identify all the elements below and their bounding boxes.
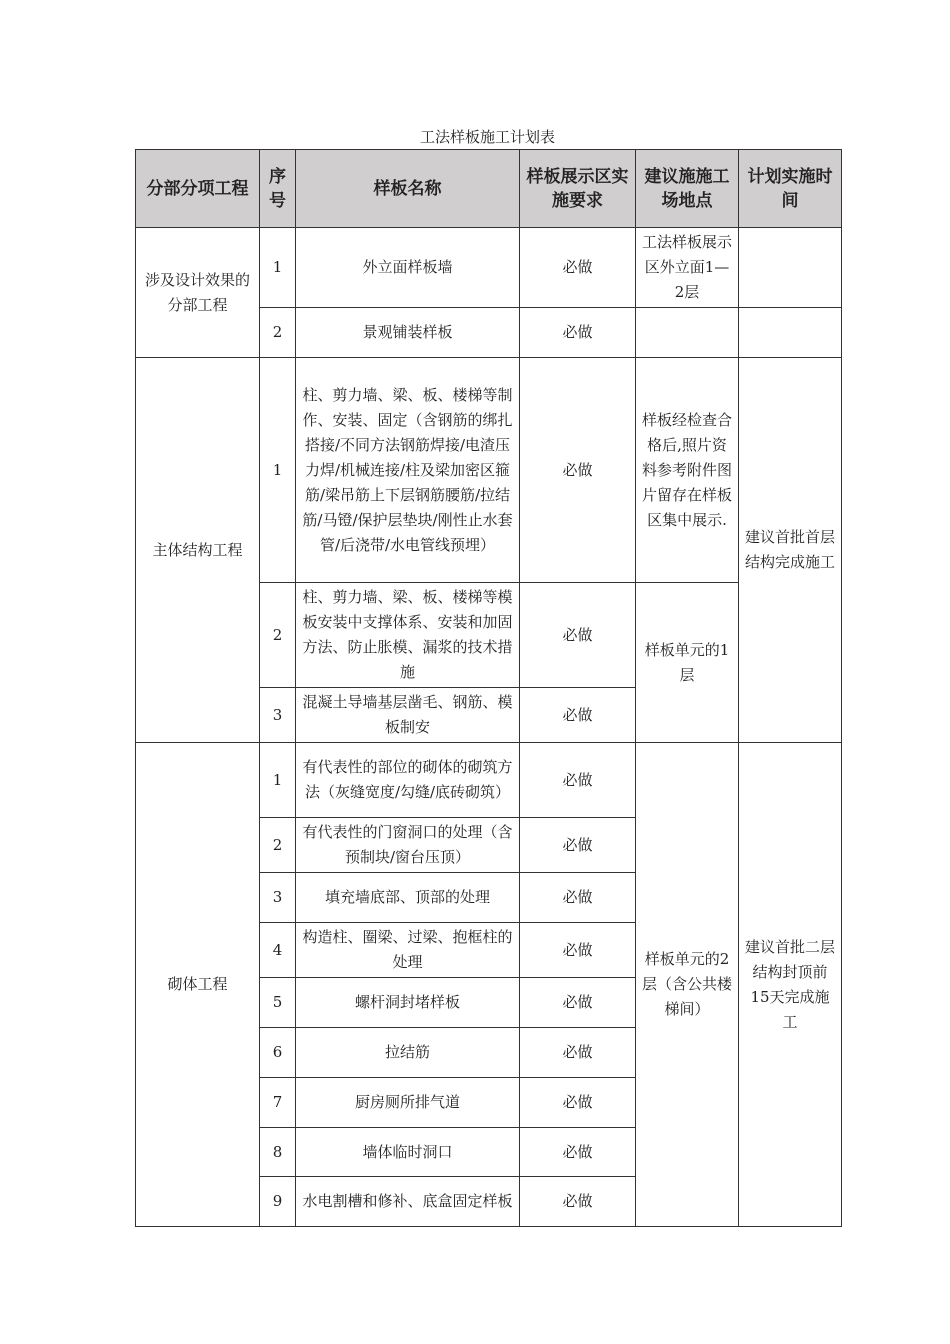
location-cell: 样板单元的2层（含公共楼梯间） <box>636 743 739 1227</box>
sample-cell: 外立面样板墙 <box>296 228 520 308</box>
requirement-cell: 必做 <box>520 743 636 818</box>
seq-cell: 4 <box>260 923 296 978</box>
sample-cell: 厨房厕所排气道 <box>296 1078 520 1128</box>
location-cell <box>636 308 739 358</box>
requirement-cell: 必做 <box>520 873 636 923</box>
location-cell: 工法样板展示区外立面1—2层 <box>636 228 739 308</box>
sample-cell: 有代表性的部位的砌体的砌筑方法（灰缝宽度/勾缝/底砖砌筑） <box>296 743 520 818</box>
sample-cell: 拉结筋 <box>296 1028 520 1078</box>
header-division: 分部分项工程 <box>136 150 260 228</box>
table-row <box>136 743 842 818</box>
division-cell: 主体结构工程 <box>136 358 260 743</box>
requirement-cell: 必做 <box>520 818 636 873</box>
sample-cell: 水电割槽和修补、底盒固定样板 <box>296 1177 520 1227</box>
table-row <box>136 228 842 308</box>
sample-cell: 构造柱、圈梁、过梁、抱框柱的处理 <box>296 923 520 978</box>
requirement-cell: 必做 <box>520 228 636 308</box>
location-cell: 样板经检查合格后,照片资料参考附件图片留存在样板区集中展示. <box>636 358 739 583</box>
seq-cell: 8 <box>260 1128 296 1177</box>
requirement-cell: 必做 <box>520 1028 636 1078</box>
requirement-cell: 必做 <box>520 1177 636 1227</box>
seq-cell: 1 <box>260 358 296 583</box>
sample-cell: 柱、剪力墙、梁、板、楼梯等制作、安装、固定（含钢筋的绑扎搭接/不同方法钢筋焊接/电渣压力焊/机械连接/柱及梁加密区箍筋/梁吊筋上下层钢筋腰筋/拉结筋/马镫/保护层垫块/刚性止水套管/后浇带/水电管线预埋） <box>296 358 520 583</box>
header-requirement: 样板展示区实施要求 <box>520 150 636 228</box>
seq-cell: 2 <box>260 818 296 873</box>
requirement-cell: 必做 <box>520 1078 636 1128</box>
sample-cell: 柱、剪力墙、梁、板、楼梯等模板安装中支撑体系、安装和加固方法、防止胀模、漏浆的技术措施 <box>296 583 520 688</box>
sample-cell: 墙体临时洞口 <box>296 1128 520 1177</box>
location-cell: 样板单元的1层 <box>636 583 739 743</box>
division-cell: 砌体工程 <box>136 743 260 1227</box>
header-seq: 序号 <box>260 150 296 228</box>
requirement-cell: 必做 <box>520 688 636 743</box>
header-location: 建议施施工场地点 <box>636 150 739 228</box>
seq-cell: 2 <box>260 583 296 688</box>
seq-cell: 2 <box>260 308 296 358</box>
requirement-cell: 必做 <box>520 583 636 688</box>
requirement-cell: 必做 <box>520 358 636 583</box>
seq-cell: 1 <box>260 743 296 818</box>
sample-cell: 有代表性的门窗洞口的处理（含预制块/窗台压顶） <box>296 818 520 873</box>
seq-cell: 5 <box>260 978 296 1028</box>
table-header-row <box>136 150 842 228</box>
header-sample-name: 样板名称 <box>296 150 520 228</box>
sample-cell: 景观铺装样板 <box>296 308 520 358</box>
time-cell: 建议首批二层结构封顶前15天完成施工 <box>739 743 842 1227</box>
document-title: 工法样板施工计划表 <box>419 128 555 146</box>
requirement-cell: 必做 <box>520 308 636 358</box>
time-cell <box>739 228 842 308</box>
seq-cell: 6 <box>260 1028 296 1078</box>
seq-cell: 7 <box>260 1078 296 1128</box>
division-cell: 涉及设计效果的分部工程 <box>136 228 260 358</box>
requirement-cell: 必做 <box>520 923 636 978</box>
construction-plan-table <box>135 149 842 1227</box>
table-row <box>136 358 842 583</box>
seq-cell: 3 <box>260 873 296 923</box>
seq-cell: 9 <box>260 1177 296 1227</box>
requirement-cell: 必做 <box>520 1128 636 1177</box>
header-time: 计划实施时间 <box>739 150 842 228</box>
time-cell: 建议首批首层结构完成施工 <box>739 358 842 743</box>
seq-cell: 1 <box>260 228 296 308</box>
time-cell <box>739 308 842 358</box>
sample-cell: 螺杆洞封堵样板 <box>296 978 520 1028</box>
seq-cell: 3 <box>260 688 296 743</box>
sample-cell: 填充墙底部、顶部的处理 <box>296 873 520 923</box>
requirement-cell: 必做 <box>520 978 636 1028</box>
sample-cell: 混凝土导墙基层凿毛、钢筋、模板制安 <box>296 688 520 743</box>
